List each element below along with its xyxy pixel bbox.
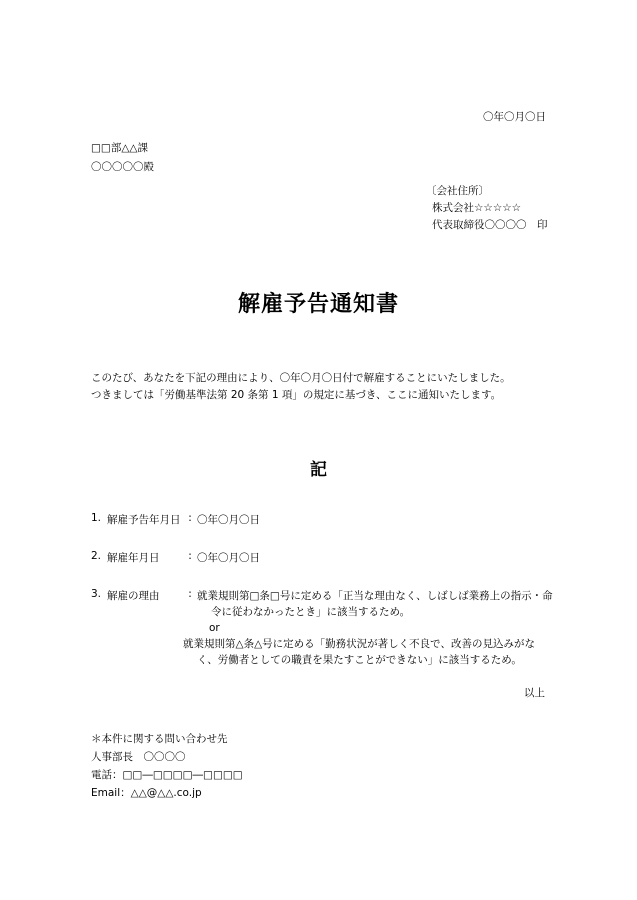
recipient-name: 〇〇〇〇〇殿 — [91, 161, 154, 173]
recipient-department: □□部△△課 — [91, 142, 148, 154]
reason-text — [197, 588, 561, 636]
sender-company: 株式会社☆☆☆☆☆ — [432, 202, 522, 214]
body-paragraph — [91, 370, 511, 404]
sender-block — [426, 183, 548, 234]
contact-email: Email：△△@△△.co.jp — [91, 787, 202, 799]
contact-block — [91, 730, 243, 802]
reason-option-2 — [183, 636, 561, 668]
reason-option-1-line-1: 就業規則第□条□号に定める「正当な理由なく、しばしば業務上の指示・命 — [197, 590, 553, 602]
body-line-2: つきましては「労働基準法第 20 条第 1 項」の規定に基づき、ここに通知いたします。 — [91, 389, 502, 401]
sender-address: 〔会社住所〕 — [426, 185, 489, 197]
item-number: 2. — [91, 550, 102, 562]
item-colon: : — [188, 512, 192, 524]
item-label: 解雇の理由 — [107, 590, 160, 602]
item-number: 3. — [91, 588, 102, 600]
item-label: 解雇年月日 — [107, 552, 160, 564]
item-colon: : — [188, 588, 192, 600]
reason-option-2-line-2: く、労働者としての職責を果たすことができない」に該当するため。 — [197, 654, 522, 666]
body-line-1: このたび、あなたを下記の理由により、〇年〇月〇日付で解雇することにいたしました。 — [91, 372, 511, 384]
item-value: 〇年〇月〇日 — [197, 552, 260, 564]
item-number: 1. — [91, 512, 102, 524]
item-colon: : — [188, 550, 192, 562]
item-value: 〇年〇月〇日 — [197, 514, 260, 526]
document-date: 〇年〇月〇日 — [483, 111, 546, 123]
contact-phone: 電話：□□―□□□□―□□□□ — [91, 769, 243, 781]
list-item — [91, 588, 561, 636]
closing-ijou: 以上 — [524, 687, 545, 699]
reason-option-2-line-1: 就業規則第△条△号に定める「勤務状況が著しく不良で、改善の見込みがな — [183, 638, 535, 650]
contact-heading: ＊本件に関する問い合わせ先 — [91, 733, 228, 745]
item-label: 解雇予告年月日 — [107, 514, 181, 526]
recipient-block — [91, 139, 154, 177]
reason-or: or — [209, 622, 220, 634]
list-item — [91, 512, 561, 528]
reason-option-1-line-2: 令に従わなかったとき」に該当するため。 — [211, 606, 411, 618]
contact-person: 人事部長 〇〇〇〇 — [91, 751, 186, 763]
sender-representative: 代表取締役〇〇〇〇 印 — [432, 219, 548, 231]
list-item — [91, 550, 561, 566]
items-list — [91, 512, 561, 668]
ki-heading: 記 — [310, 460, 327, 480]
document-title: 解雇予告通知書 — [237, 292, 399, 317]
